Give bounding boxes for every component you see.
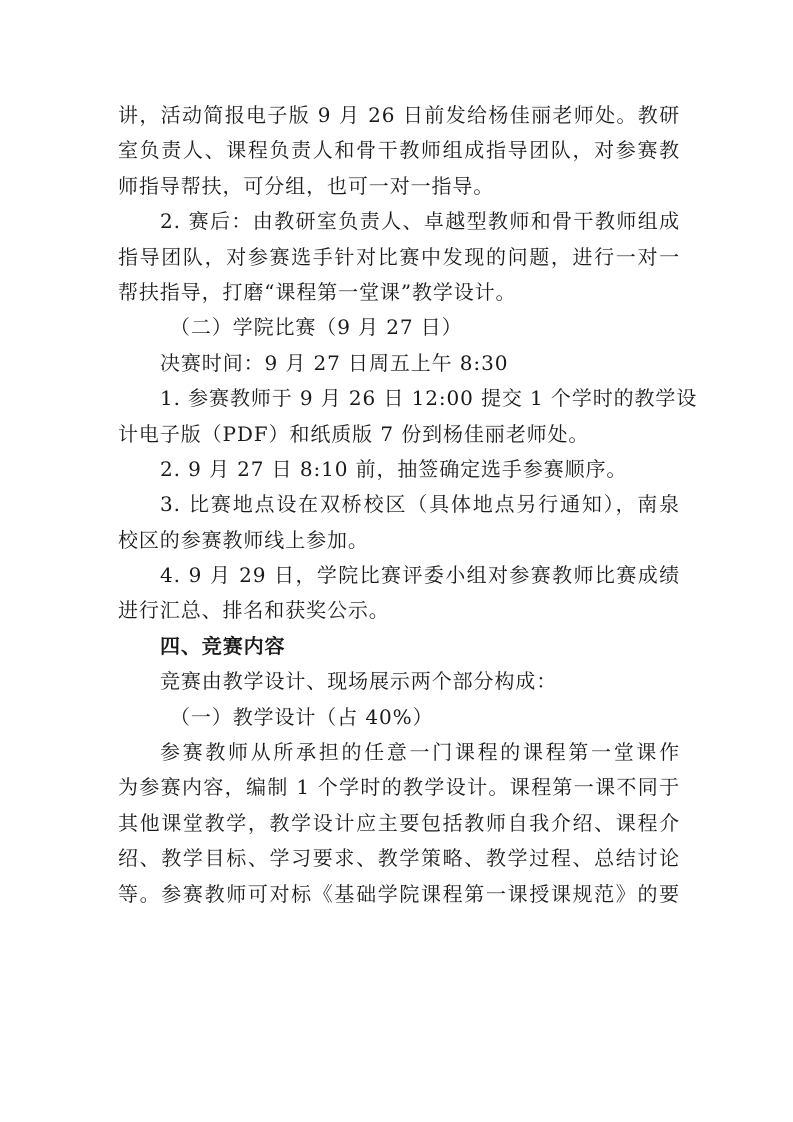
paragraph-line: 师指导帮扶，可分组，也可一对一指导。 [118, 173, 495, 198]
paragraph-line: 计电子版（PDF）和纸质版 7 份到杨佳丽老师处。 [118, 421, 590, 446]
paragraph-line: 参赛教师从所承担的任意一门课程的课程第一堂课作 [160, 740, 680, 765]
paragraph-line: 其他课堂教学，教学设计应主要包括教师自我介绍、课程介 [118, 810, 680, 835]
paragraph-line: 4. 9 月 29 日，学院比赛评委小组对参赛教师比赛成绩 [160, 563, 680, 588]
paragraph-line: 绍、教学目标、学习要求、教学策略、教学过程、总结讨论 [118, 846, 680, 871]
paragraph-line: 指导团队，对参赛选手针对比赛中发现的问题，进行一对一 [118, 244, 680, 269]
subsection-heading: （二）学院比赛（9 月 27 日） [170, 315, 463, 340]
paragraph-line: 校区的参赛教师线上参加。 [118, 527, 369, 552]
paragraph-line: 竞赛由教学设计、现场展示两个部分构成： [160, 669, 558, 694]
section-heading: 四、竞赛内容 [160, 633, 286, 658]
paragraph-line: 3. 比赛地点设在双桥校区（具体地点另行通知），南泉 [160, 492, 680, 517]
paragraph-line: 2. 赛后：由教研室负责人、卓越型教师和骨干教师组成 [160, 209, 680, 234]
paragraph-line: 等。参赛教师可对标《基础学院课程第一课授课规范》的要 [118, 881, 680, 906]
paragraph-line: 决赛时间：9 月 27 日周五上午 8:30 [160, 350, 509, 375]
body-text [118, 98, 698, 912]
paragraph-line: 室负责人、课程负责人和骨干教师组成指导团队，对参赛教 [118, 138, 680, 163]
paragraph-line: 帮扶指导，打磨“课程第一堂课”教学设计。 [118, 279, 517, 304]
subsection-heading: （一）教学设计（占 40%） [170, 704, 434, 729]
paragraph-line: 讲，活动简报电子版 9 月 26 日前发给杨佳丽老师处。教研 [118, 103, 680, 127]
paragraph-line: 为参赛内容，编制 1 个学时的教学设计。课程第一课不同于 [118, 775, 680, 800]
paragraph-line: 2. 9 月 27 日 8:10 前，抽签确定选手参赛顺序。 [160, 456, 628, 481]
paragraph-line: 进行汇总、排名和获奖公示。 [118, 598, 390, 623]
paragraph-line: 1. 参赛教师于 9 月 26 日 12:00 提交 1 个学时的教学设 [160, 386, 698, 411]
